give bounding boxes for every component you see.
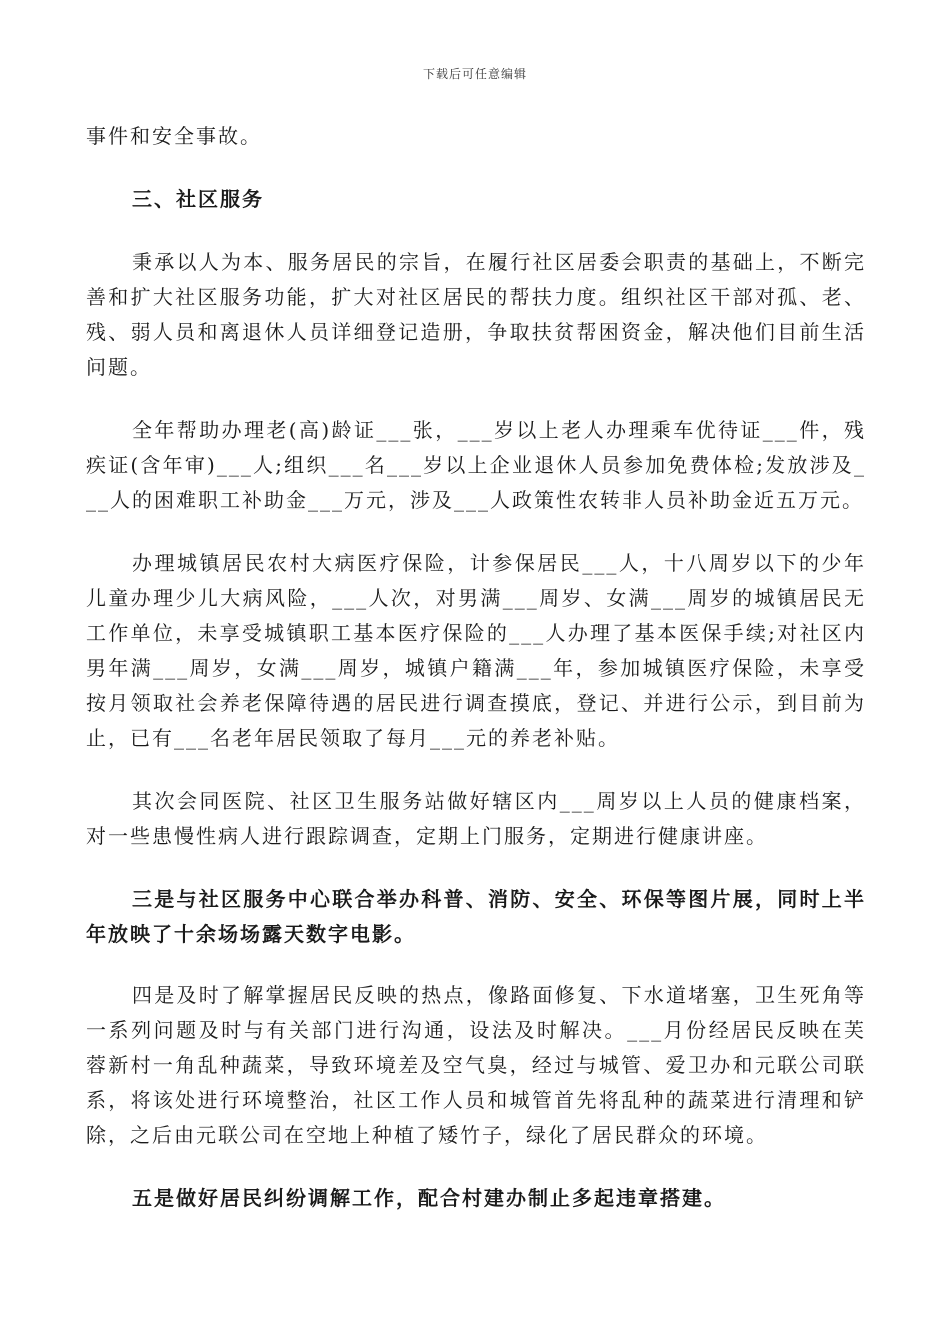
section-heading: 三、社区服务 — [132, 187, 264, 211]
paragraph-health-records: 其次会同医院、社区卫生服务站做好辖区内___周岁以上人员的健康档案，对一些患慢性病人进行跟踪调查，定期上门服务，定期进行健康讲座。 — [86, 789, 866, 848]
document-body — [86, 119, 866, 1216]
paragraph-continuation: 事件和安全事故。 — [86, 124, 262, 148]
paragraph-resident-issues: 四是及时了解掌握居民反映的热点，像路面修复、下水道堵塞，卫生死角等一系列问题及时与有关部门进行沟通，设法及时解决。___月份经居民反映在芙蓉新村一角乱种蔬菜，导致环境差及空气臭，经过与城管、爱卫办和元联公司联系，将该处进行环境整治，社区工作人员和城管首先将乱种的蔬菜进行清理和铲除，之后由元联公司在空地上种植了矮竹子，绿化了居民群众的环境。 — [86, 983, 866, 1147]
paragraph-insurance: 办理城镇居民农村大病医疗保险，计参保居民___人，十八周岁以下的少年儿童办理少儿大病风险，___人次，对男满___周岁、女满___周岁的城镇居民无工作单位，未享受城镇职工基本医疗保险的___人办理了基本医保手续;对社区内男年满___周岁，女满___周岁，城镇户籍满___年，参加城镇医疗保险，未享受按月领取社会养老保障待遇的居民进行调查摸底，登记、并进行公示，到目前为止，已有___名老年居民领取了每月___元的养老补贴。 — [86, 551, 866, 750]
paragraph-dispute-mediation: 五是做好居民纠纷调解工作，配合村建办制止多起违章搭建。 — [132, 1186, 726, 1210]
paragraph-service-intro: 秉承以人为本、服务居民的宗旨，在履行社区居委会职责的基础上，不断完善和扩大社区服务功能，扩大对社区居民的帮扶力度。组织社区干部对孤、老、残、弱人员和离退休人员详细登记造册，争取扶贫帮困资金，解决他们目前生活问题。 — [86, 250, 866, 379]
paragraph-certificates: 全年帮助办理老(高)龄证___张，___岁以上老人办理乘车优待证___件，残疾证(含年审)___人;组织___名___岁以上企业退休人员参加免费体检;发放涉及___人的困难职工补助金___万元，涉及___人政策性农转非人员补助金近五万元。 — [86, 418, 866, 512]
paragraph-exhibition: 三是与社区服务中心联合举办科普、消防、安全、环保等图片展，同时上半年放映了十余场场露天数字电影。 — [86, 887, 866, 946]
page-header-note: 下载后可任意编辑 — [422, 67, 527, 81]
